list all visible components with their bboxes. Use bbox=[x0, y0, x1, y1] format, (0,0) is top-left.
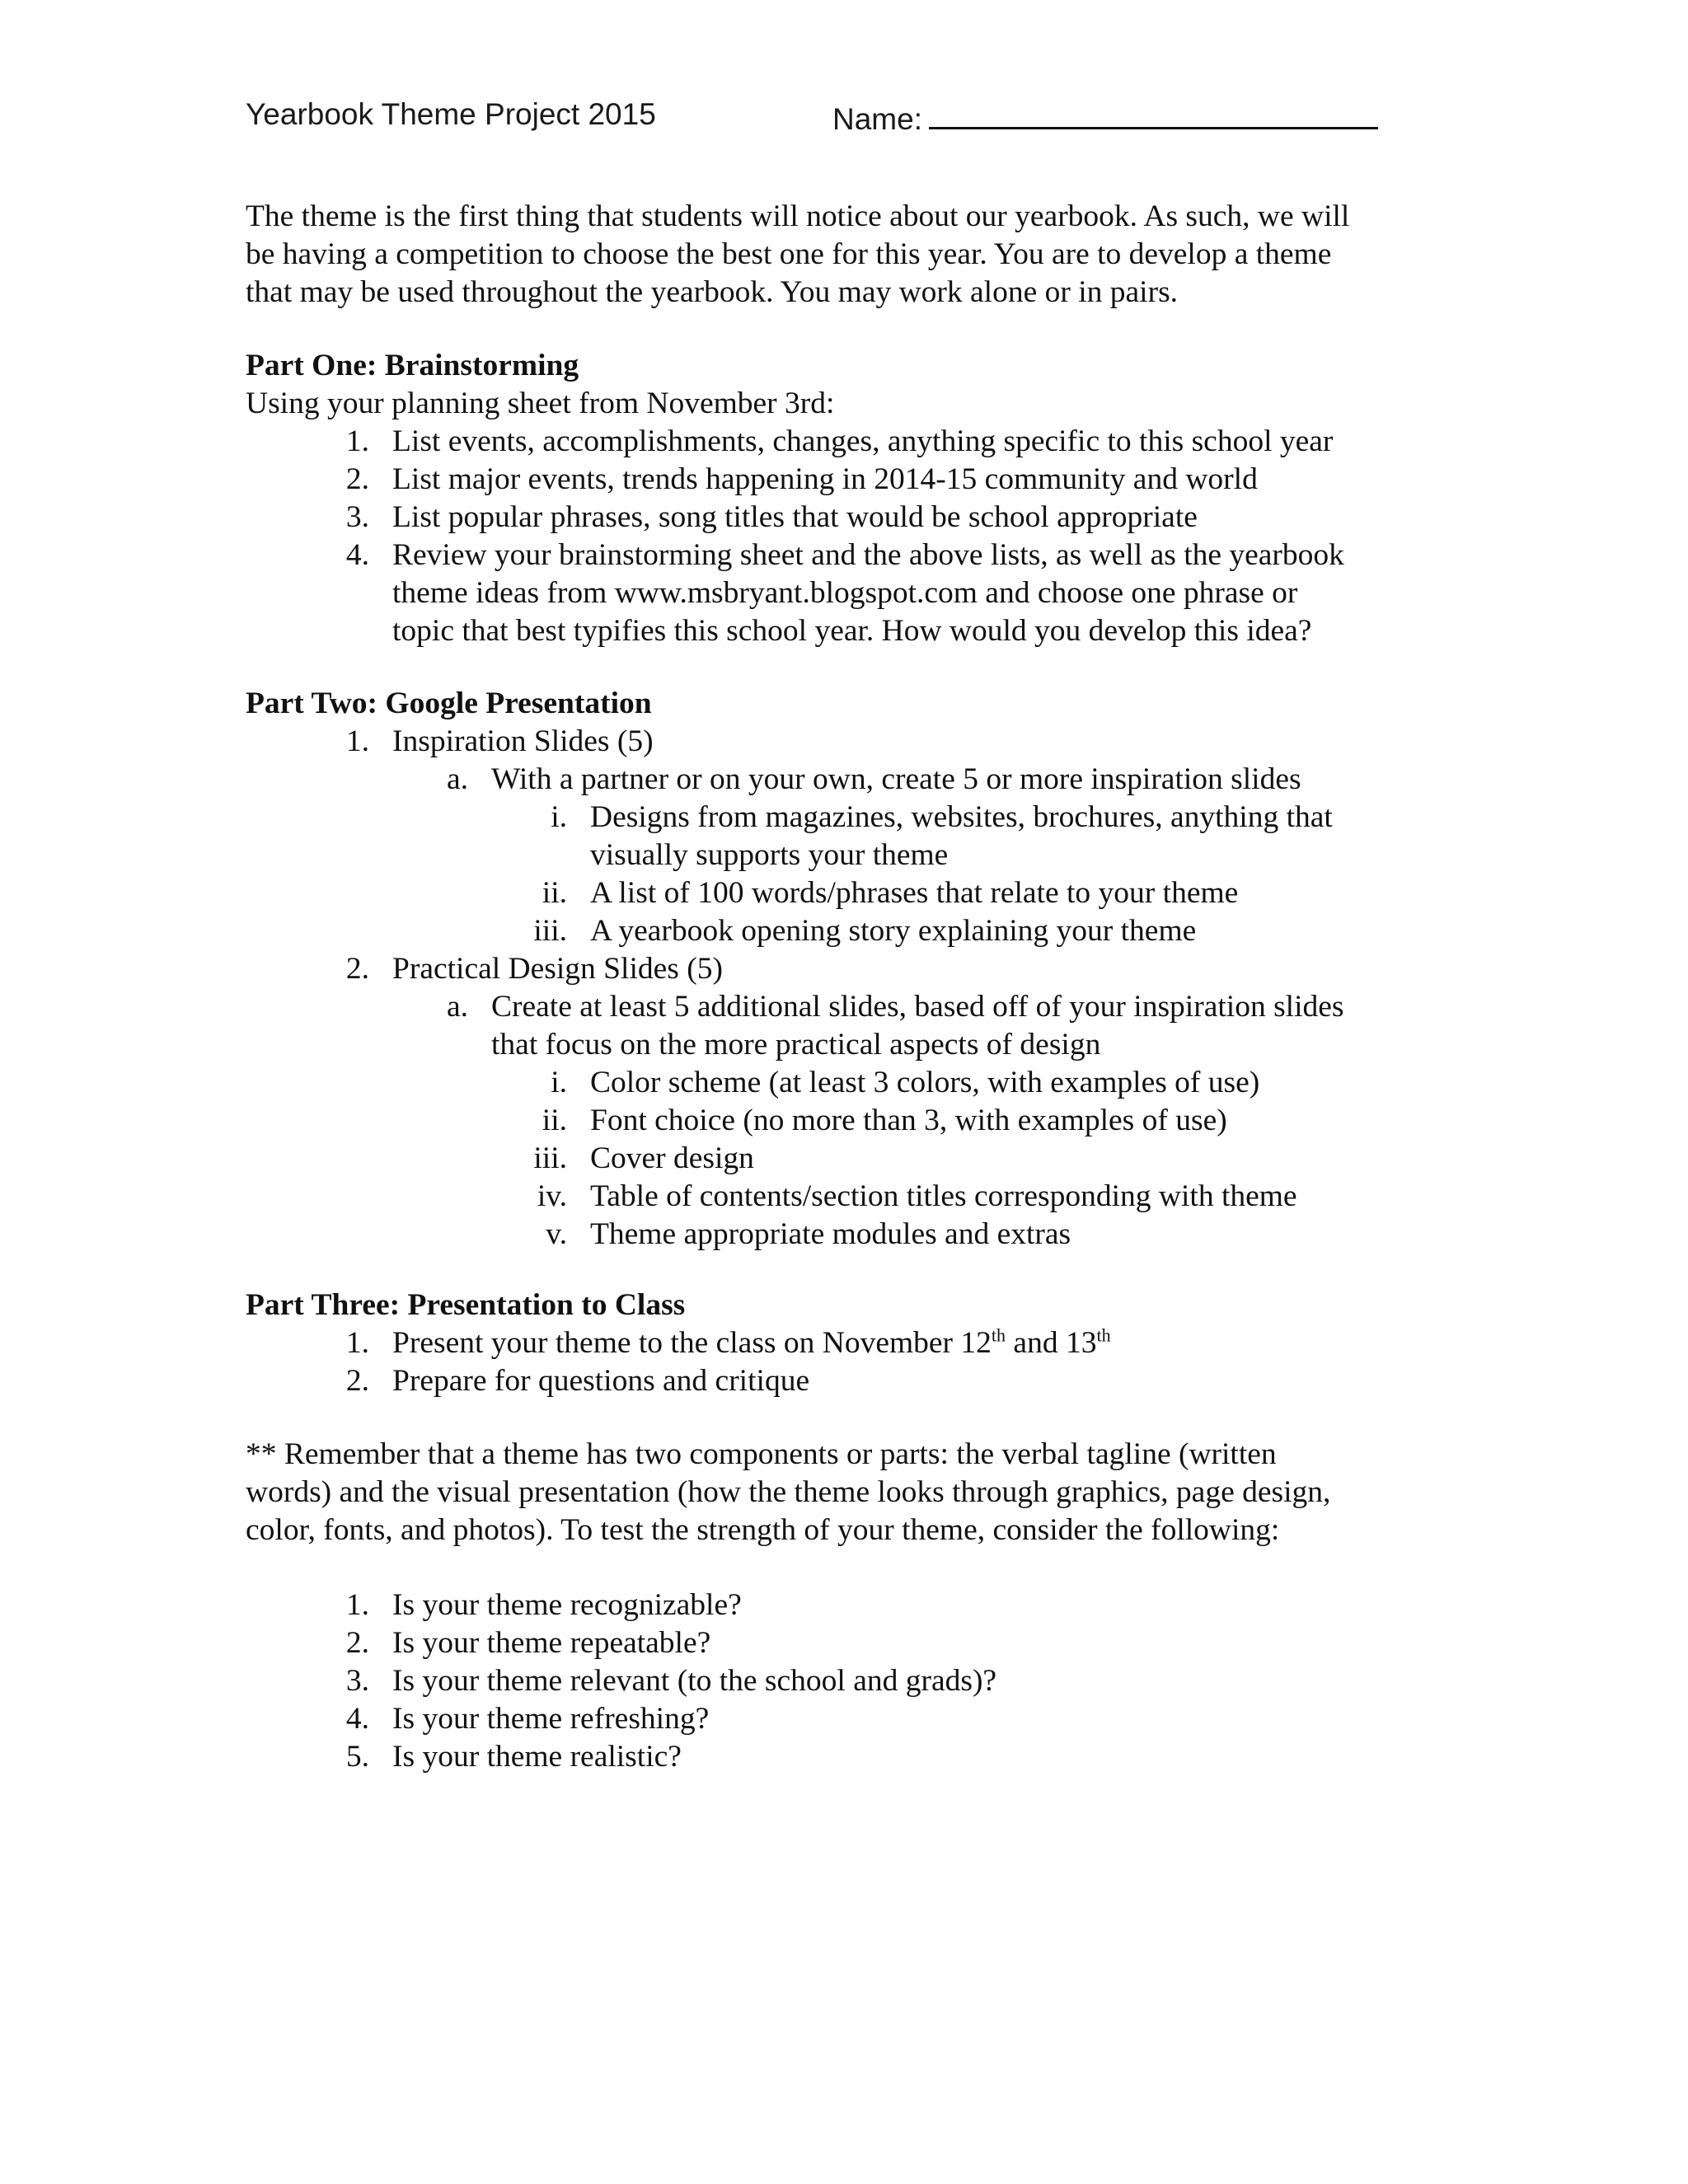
list-item-text: Theme appropriate modules and extras bbox=[590, 1217, 1071, 1251]
list-item-text: visually supports your theme bbox=[590, 838, 949, 872]
intro-line: that may be used throughout the yearbook. You may work alone or in pairs. bbox=[246, 275, 1179, 309]
list-marker: 5. bbox=[345, 1740, 369, 1774]
list-marker: i. bbox=[551, 1066, 567, 1099]
list-item bbox=[246, 912, 1344, 950]
list-item bbox=[246, 1662, 996, 1700]
list-marker: iii. bbox=[533, 1141, 567, 1175]
list-item bbox=[246, 1140, 1344, 1178]
list-marker: 2. bbox=[345, 462, 369, 496]
list-marker: 4. bbox=[345, 538, 369, 572]
list-item-text: and 13 bbox=[1006, 1326, 1097, 1360]
list-item bbox=[246, 1362, 1111, 1400]
list-item-text: theme ideas from www.msbryant.blogspot.com and choose one phrase or bbox=[392, 576, 1298, 610]
list-item-text: Is your theme repeatable? bbox=[392, 1626, 711, 1660]
list-item bbox=[246, 799, 1344, 874]
list-marker: 2. bbox=[345, 952, 369, 986]
list-item bbox=[246, 499, 1344, 537]
list-marker: 3. bbox=[345, 1664, 369, 1698]
list-item bbox=[246, 1324, 1111, 1362]
list-marker: a. bbox=[446, 762, 468, 796]
list-marker: 4. bbox=[345, 1702, 369, 1736]
part-two-heading: Part Two: Google Presentation bbox=[246, 687, 652, 720]
list-item-text: Inspiration Slides (5) bbox=[392, 724, 654, 758]
name-blank-line bbox=[929, 97, 1378, 129]
list-item-text: Designs from magazines, websites, brochures, anything that bbox=[590, 800, 1333, 834]
name-field bbox=[832, 97, 1378, 137]
reminder-line: color, fonts, and photos). To test the strength of your theme, consider the following: bbox=[246, 1513, 1280, 1547]
ordinal-suffix: th bbox=[1096, 1324, 1111, 1346]
part-one-lead: Using your planning sheet from November 3rd: bbox=[246, 387, 835, 420]
list-item-text: Prepare for questions and critique bbox=[392, 1364, 810, 1398]
document-title: Yearbook Theme Project 2015 bbox=[246, 97, 656, 131]
list-item-text: Is your theme refreshing? bbox=[392, 1702, 710, 1736]
intro-paragraph bbox=[246, 198, 1349, 312]
list-item-text: Present your theme to the class on November 12 bbox=[392, 1326, 992, 1360]
list-item-text: With a partner or on your own, create 5 or more inspiration slides bbox=[491, 762, 1301, 796]
list-item bbox=[246, 1102, 1344, 1140]
reminder-line: words) and the visual presentation (how the theme looks through graphics, page design, bbox=[246, 1475, 1331, 1509]
list-item bbox=[246, 988, 1344, 1064]
list-marker: 3. bbox=[345, 500, 369, 534]
list-marker: 2. bbox=[345, 1626, 369, 1660]
list-item bbox=[246, 1624, 996, 1662]
list-item-text: Table of contents/section titles corresponding with theme bbox=[590, 1179, 1297, 1213]
list-item bbox=[246, 1064, 1344, 1102]
list-marker: 2. bbox=[345, 1364, 369, 1398]
list-marker: 1. bbox=[345, 1588, 369, 1622]
list-marker: ii. bbox=[542, 876, 567, 910]
list-item-text: that focus on the more practical aspects of design bbox=[491, 1028, 1101, 1062]
reminder-line: ** Remember that a theme has two components or parts: the verbal tagline (written bbox=[246, 1437, 1277, 1471]
list-item-text: A yearbook opening story explaining your theme bbox=[590, 914, 1197, 948]
list-item bbox=[246, 723, 1344, 761]
part-three-heading: Part Three: Presentation to Class bbox=[246, 1288, 686, 1322]
list-item bbox=[246, 950, 1344, 988]
list-item bbox=[246, 423, 1344, 461]
list-item-text: List popular phrases, song titles that would be school appropriate bbox=[392, 500, 1198, 534]
list-item-text: Is your theme relevant (to the school and grads)? bbox=[392, 1664, 997, 1698]
intro-line: The theme is the first thing that students will notice about our yearbook. As such, we will bbox=[246, 199, 1350, 233]
list-item bbox=[246, 874, 1344, 912]
list-marker: 1. bbox=[345, 1326, 369, 1360]
list-item bbox=[246, 1178, 1344, 1216]
part-two-section bbox=[246, 685, 1344, 1254]
list-marker: 1. bbox=[345, 424, 369, 458]
list-marker: iii. bbox=[533, 914, 567, 948]
intro-line: be having a competition to choose the best one for this year. You are to develop a theme bbox=[246, 237, 1332, 271]
list-item bbox=[246, 1586, 996, 1624]
list-marker: a. bbox=[446, 990, 468, 1024]
list-item-text: Practical Design Slides (5) bbox=[392, 952, 723, 986]
part-one-heading: Part One: Brainstorming bbox=[246, 349, 579, 382]
part-three-section bbox=[246, 1286, 1111, 1400]
list-item-text: List major events, trends happening in 2014-15 community and world bbox=[392, 462, 1258, 496]
list-item bbox=[246, 1216, 1344, 1254]
name-label: Name: bbox=[832, 102, 922, 136]
list-item-text: topic that best typifies this school year. How would you develop this idea? bbox=[392, 614, 1312, 648]
list-item bbox=[246, 537, 1344, 650]
list-item bbox=[246, 1738, 996, 1776]
list-marker: iv. bbox=[537, 1179, 567, 1213]
list-marker: ii. bbox=[542, 1104, 567, 1137]
reminder-paragraph bbox=[246, 1436, 1330, 1549]
list-item-text: Color scheme (at least 3 colors, with examples of use) bbox=[590, 1066, 1260, 1099]
list-item-text: List events, accomplishments, changes, anything specific to this school year bbox=[392, 424, 1334, 458]
list-item bbox=[246, 461, 1344, 499]
list-item bbox=[246, 1700, 996, 1738]
list-item-text: Font choice (no more than 3, with examples of use) bbox=[590, 1104, 1227, 1137]
list-marker: i. bbox=[551, 800, 567, 834]
list-item bbox=[246, 761, 1344, 799]
ordinal-suffix: th bbox=[991, 1324, 1006, 1346]
list-marker: v. bbox=[546, 1217, 567, 1251]
list-item-text: Review your brainstorming sheet and the above lists, as well as the yearbook bbox=[392, 538, 1344, 572]
questions-list bbox=[246, 1586, 996, 1776]
list-marker: 1. bbox=[345, 724, 369, 758]
list-item-text: Create at least 5 additional slides, based off of your inspiration slides bbox=[491, 990, 1344, 1024]
list-item-text: A list of 100 words/phrases that relate to your theme bbox=[590, 876, 1239, 910]
list-item-text: Cover design bbox=[590, 1141, 754, 1175]
list-item-text: Is your theme realistic? bbox=[392, 1740, 682, 1774]
part-one-section bbox=[246, 347, 1344, 650]
list-item-text: Is your theme recognizable? bbox=[392, 1588, 742, 1622]
